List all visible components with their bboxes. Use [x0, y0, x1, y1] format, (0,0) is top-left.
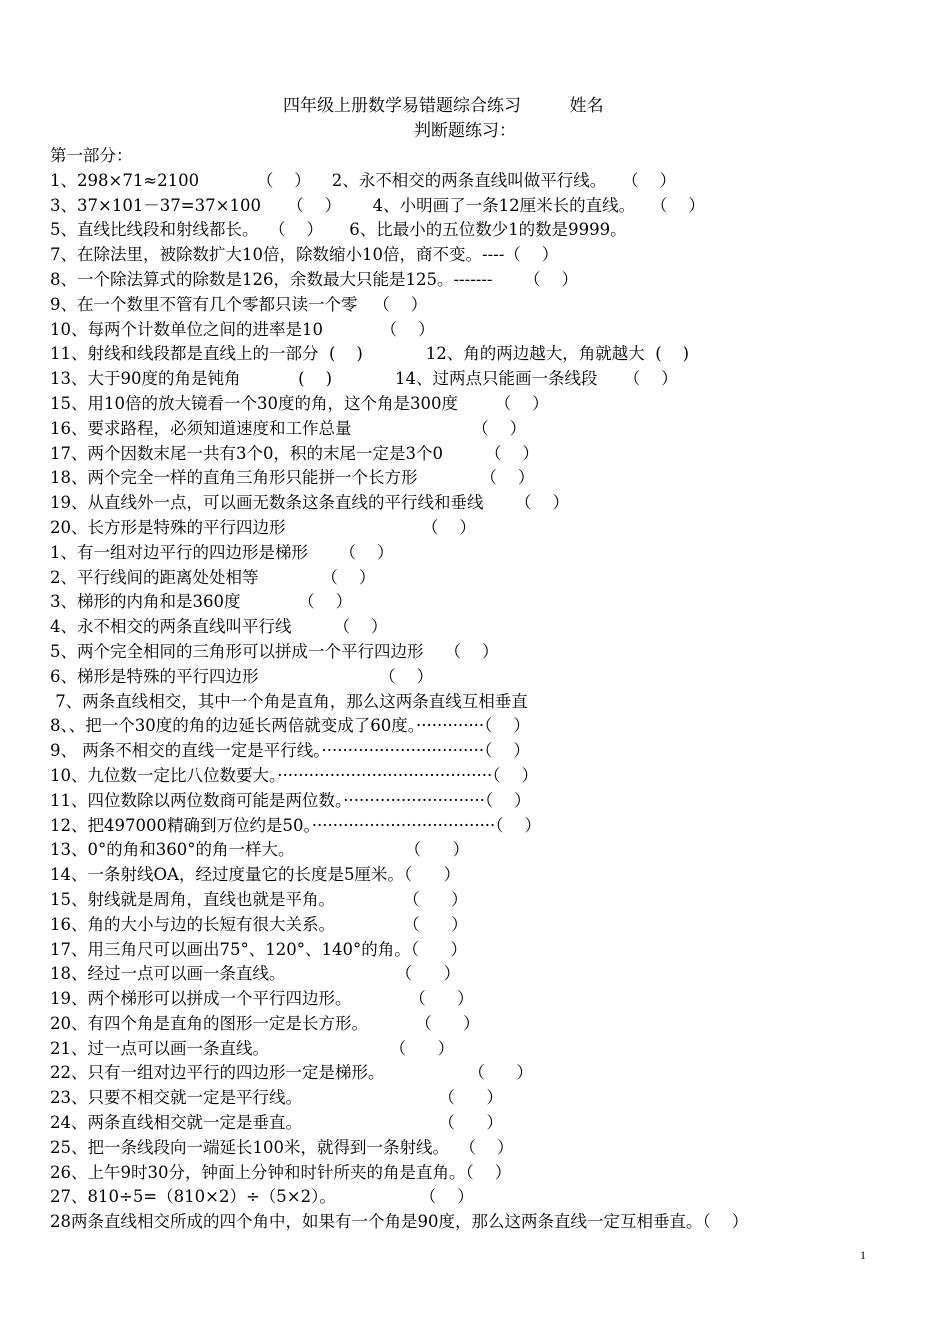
question-line: 21、过一点可以画一条直线。 （ ） — [50, 1038, 455, 1058]
question-line: 8、、把一个30度的角的边延长两倍就变成了60度。·············（ ） — [50, 716, 530, 736]
question-line: 23、只要不相交就一定是平行线。 （ ） — [50, 1088, 503, 1108]
question-line: 7、两条直线相交，其中一个角是直角，那么这两条直线互相垂直 — [50, 691, 528, 711]
question-line: 17、用三角尺可以画出75°、120°、140°的角。（ ） — [50, 939, 467, 959]
question-line: 3、梯形的内角和是360度 （ ） — [50, 592, 353, 612]
question-line: 11、四位数除以两位数商可能是两位数。···························（ ） — [50, 790, 531, 810]
question-list — [50, 144, 930, 1235]
question-line: 6、梯形是特殊的平行四边形 （ ） — [50, 666, 434, 686]
question-line: 12、把497000精确到万位约是50。···································（ ） — [50, 815, 542, 835]
question-line: 5、直线比线段和射线都长。 （ ） 6、比最小的五位数少1的数是9999。 — [50, 220, 627, 240]
question-line: 27、810÷5=（810×2）÷（5×2）。 （ ） — [50, 1187, 474, 1207]
question-line: 25、把一条线段向一端延长100米，就得到一条射线。 （ ） — [50, 1137, 514, 1157]
question-line: 1、有一组对边平行的四边形是梯形 （ ） — [50, 542, 394, 562]
question-line: 10、每两个计数单位之间的进率是10 （ ） — [50, 319, 435, 339]
page-title: 四年级上册数学易错题综合练习 姓名 — [283, 96, 604, 116]
question-line: 7、在除法里，被除数扩大10倍，除数缩小10倍，商不变。----（ ） — [50, 245, 559, 265]
question-line: 11、射线和线段都是直线上的一部分 ( ) 12、角的两边越大，角就越大 ( ) — [50, 344, 690, 364]
question-line: 9、在一个数里不管有几个零都只读一个零 （ ） — [50, 294, 428, 314]
page-subtitle: 判断题练习： — [414, 121, 516, 141]
question-line: 20、长方形是特殊的平行四边形 （ ） — [50, 517, 476, 537]
question-line: 2、平行线间的距离处处相等 （ ） — [50, 567, 376, 587]
question-line: 13、0°的角和360°的角一样大。 （ ） — [50, 840, 470, 860]
question-line: 15、用10倍的放大镜看一个30度的角，这个角是300度 （ ） — [50, 393, 549, 413]
question-line: 9、 两条不相交的直线一定是平行线。·······························（ ） — [50, 741, 530, 761]
question-line: 17、两个因数末尾一共有3个0，积的末尾一定是3个0 （ ） — [50, 443, 539, 463]
question-line: 28两条直线相交所成的四个角中，如果有一个角是90度，那么这两条直线一定互相垂直。（ ） — [50, 1212, 749, 1232]
section-heading: 第一部分： — [50, 146, 133, 165]
question-line: 26、上午9时30分，钟面上分钟和时针所夹的角是直角。（ ） — [50, 1162, 512, 1182]
question-line: 13、大于90度的角是钝角 ( ) 14、过两点只能画一条线段 （ ） — [50, 369, 678, 389]
question-line: 16、角的大小与边的长短有很大关系。 （ ） — [50, 914, 468, 934]
question-line: 3、37×101－37=37×100 （ ） 4、小明画了一条12厘米长的直线。 （ ） — [50, 195, 705, 215]
question-line: 19、两个梯形可以拼成一个平行四边形。 （ ） — [50, 989, 474, 1009]
question-line: 4、永不相交的两条直线叫平行线 （ ） — [50, 617, 388, 637]
question-line: 19、从直线外一点，可以画无数条这条直线的平行线和垂线 （ ） — [50, 493, 569, 513]
question-line: 1、298×71≈2100 （ ） 2、永不相交的两条直线叫做平行线。 （ ） — [50, 170, 676, 190]
question-line: 14、一条射线OA，经过度量它的长度是5厘米。（ ） — [50, 865, 461, 885]
page-number: 1 — [860, 1248, 866, 1262]
question-line: 5、两个完全相同的三角形可以拼成一个平行四边形 （ ） — [50, 641, 499, 661]
question-line: 16、要求路程，必须知道速度和工作总量 （ ） — [50, 418, 527, 438]
question-line: 20、有四个角是直角的图形一定是长方形。 （ ） — [50, 1013, 480, 1033]
question-line: 18、经过一点可以画一条直线。 （ ） — [50, 964, 461, 984]
question-line: 24、两条直线相交就一定是垂直。 （ ） — [50, 1113, 503, 1133]
question-line: 22、只有一组对边平行的四边形一定是梯形。 （ ） — [50, 1063, 533, 1083]
question-line: 18、两个完全一样的直角三角形只能拼一个长方形 （ ） — [50, 468, 535, 488]
question-line: 10、九位数一定比八位数要大。·········································（ ） — [50, 765, 539, 785]
question-line: 8、一个除法算式的除数是126，余数最大只能是125。------- （ ） — [50, 269, 578, 289]
question-line: 15、射线就是周角，直线也就是平角。 （ ） — [50, 889, 468, 909]
